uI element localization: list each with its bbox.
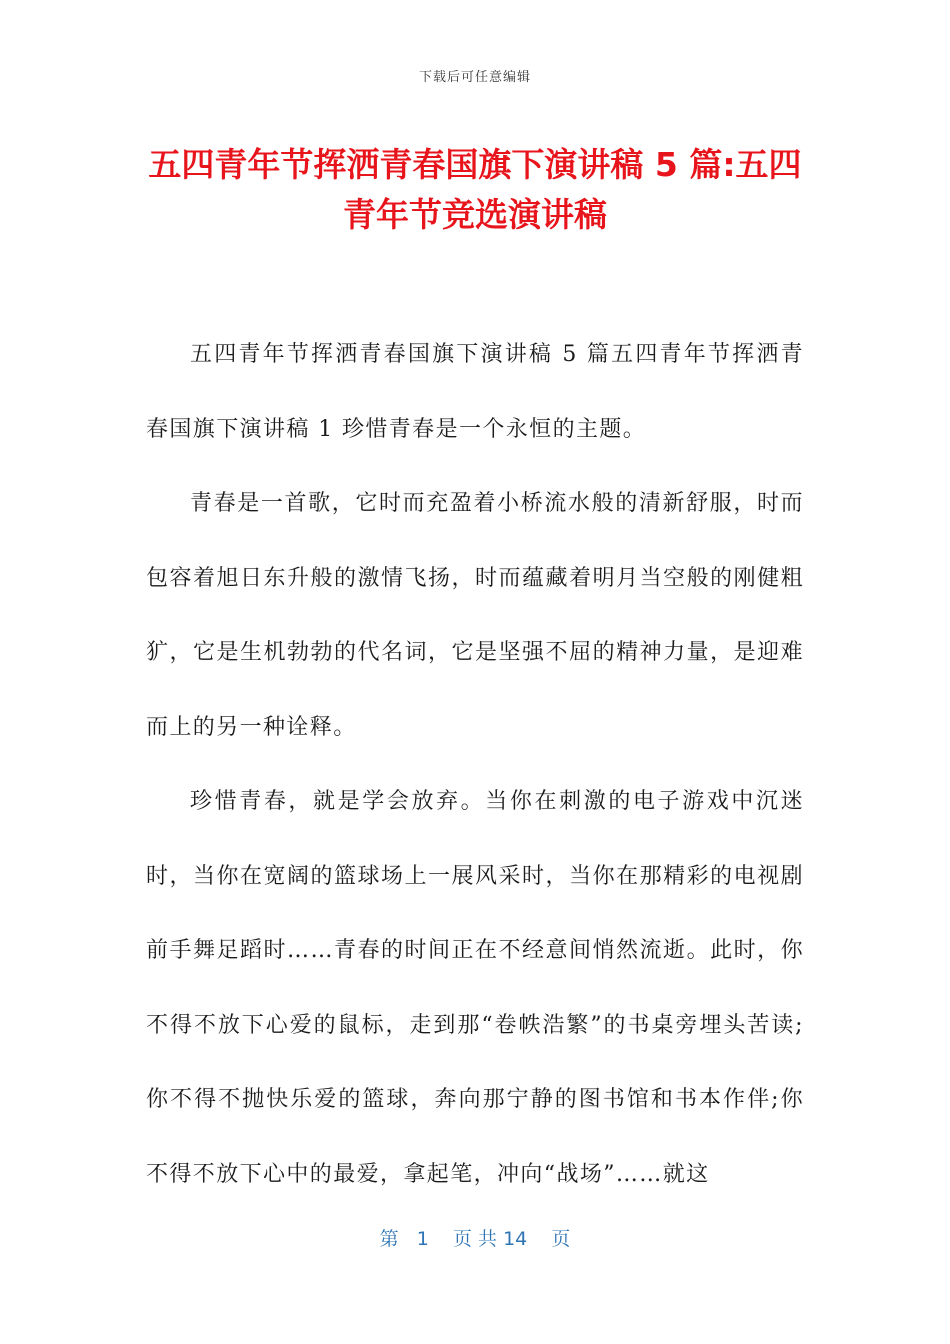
footer-page-number: 1 — [416, 1228, 429, 1250]
paragraph: 五四青年节挥洒青春国旗下演讲稿 5 篇五四青年节挥洒青春国旗下演讲稿 1 珍惜青春是一个永恒的主题。 — [146, 342, 804, 442]
footer-label-page: 第 — [379, 1228, 399, 1250]
footer-total-pages: 14 — [503, 1228, 528, 1250]
footer-label-of-total: 页 共 — [452, 1228, 498, 1250]
document-body — [146, 318, 804, 1212]
header-note: 下载后可任意编辑 — [418, 70, 531, 85]
page-footer — [0, 1224, 950, 1251]
paragraph: 青春是一首歌，它时而充盈着小桥流水般的清新舒服，时而包容着旭日东升般的激情飞扬，时而蕴藏着明月当空般的刚健粗犷，它是生机勃勃的代名词，它是坚强不屈的精神力量，是迎难而上的另一种诠释。 — [146, 491, 804, 740]
document-title: 五四青年节挥洒青春国旗下演讲稿 5 篇:五四青年节竞选演讲稿 — [148, 145, 802, 234]
paragraph: 珍惜青春，就是学会放弃。当你在刺激的电子游戏中沉迷时，当你在宽阔的篮球场上一展风采时，当你在那精彩的电视剧前手舞足蹈时……青春的时间正在不经意间悄然流逝。此时，你不得不放下心爱的鼠标，走到那“卷帙浩繁”的书桌旁埋头苦读;你不得不抛快乐爱的篮球，奔向那宁静的图书馆和书本作伴;你不得不放下心中的最爱，拿起笔，冲向“战场”……就这 — [146, 789, 804, 1187]
footer-label-end: 页 — [551, 1228, 571, 1250]
